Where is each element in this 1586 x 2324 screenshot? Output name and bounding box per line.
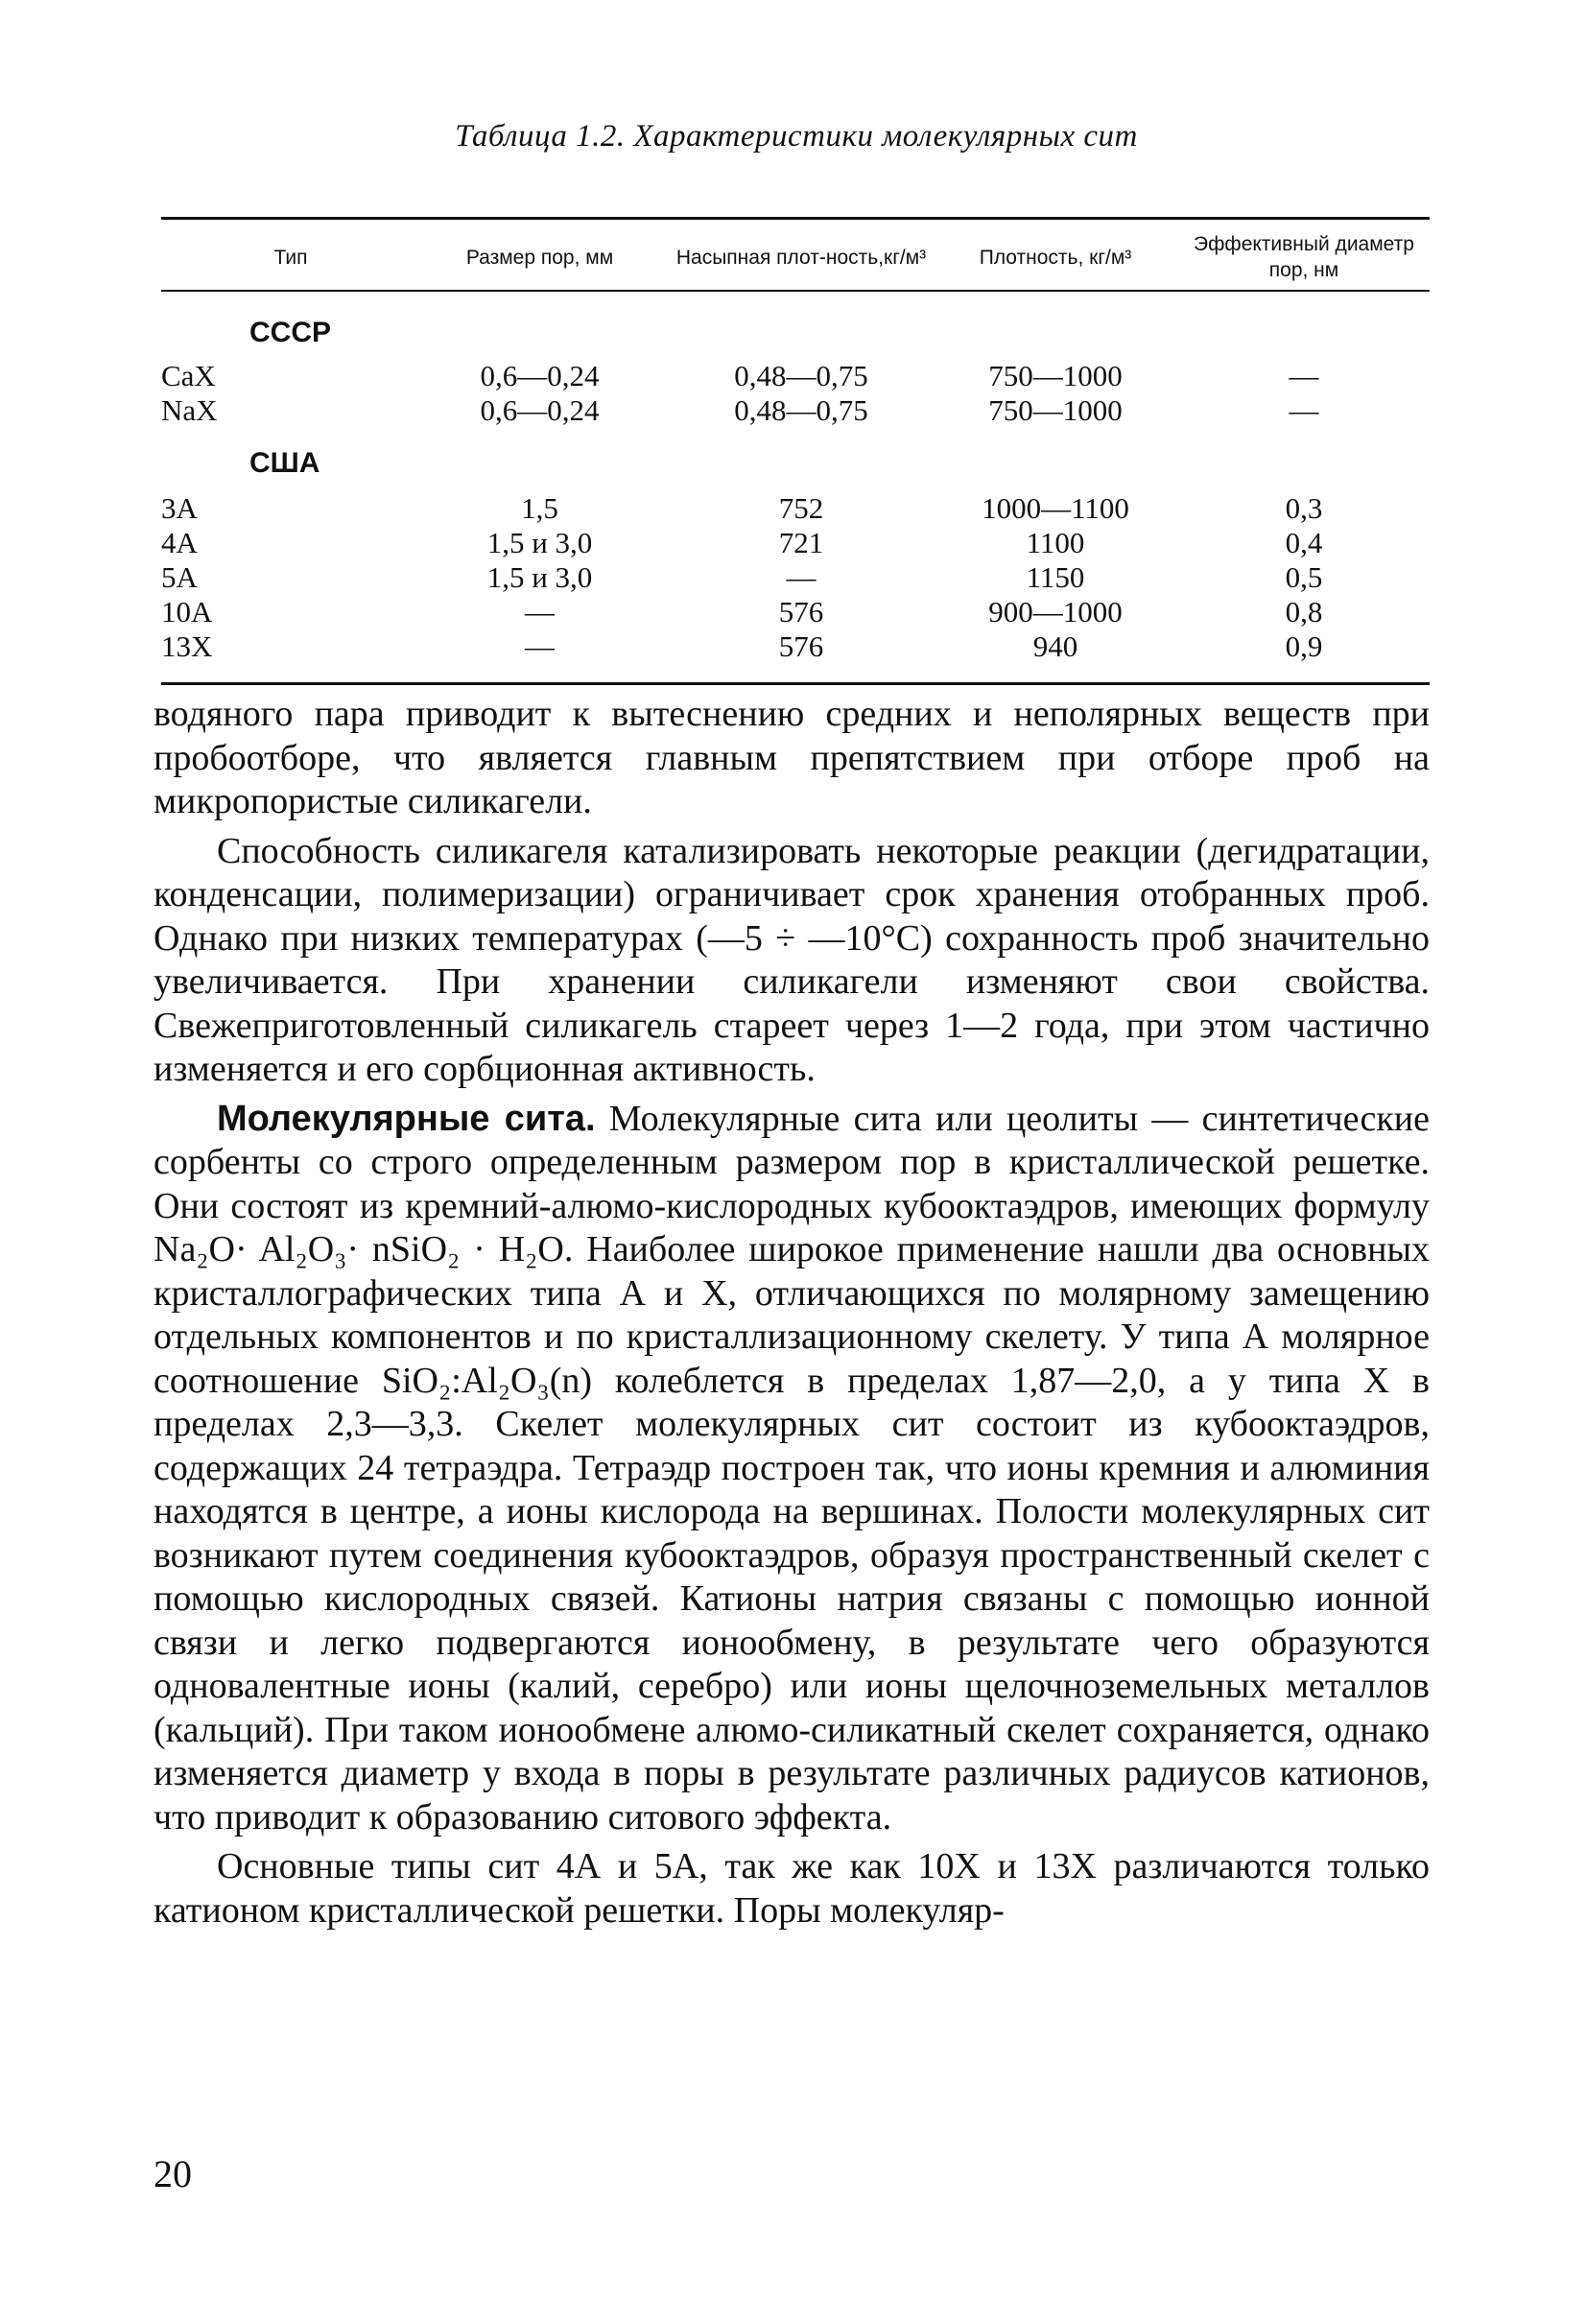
cell-density: 1100: [1026, 526, 1085, 559]
table-row: [161, 595, 1430, 629]
cell-bulk-density: 576: [778, 629, 824, 663]
table-row: [161, 359, 1430, 393]
table-caption: Таблица 1.2. Характеристики молекулярных сит: [455, 119, 1138, 154]
paragraph-silica-gel: Способность силикагеля катализировать некоторые реакции (дегидратации, конденсации, полимеризации) ограничивает срок хранения отобранных проб. Однако при низких температурах (—5 ÷ —10°С) сохранность проб значительно увеличивается. При хранении силикагели изменяют свои свойства. Свежеприготовленный силикагель стареет через 1—2 года, при этом частично изменяется и его сорбционная активность.: [154, 830, 1430, 1089]
cell-bulk-density: 0,48—0,75: [734, 359, 868, 392]
table-row: [161, 491, 1430, 526]
cell-bulk-density: 576: [778, 595, 824, 628]
cell-pore-size: 1,5 и 3,0: [486, 526, 593, 559]
cell-type: 5A: [161, 560, 198, 594]
cell-density: 900—1000: [988, 595, 1123, 628]
paragraph-continuation: водяного пара приводит к вытеснению средних и неполярных веществ при пробоотборе, что является главным препятствием при отборе проб на микропористые силикагели.: [154, 694, 1430, 821]
table-top-rule: [161, 217, 1430, 220]
header-bulk-density: Насыпная плот-ность,кг/м³: [675, 246, 927, 269]
header-effective-diameter: Эффективный диаметр пор, нм: [1194, 233, 1414, 281]
page-number: 20: [154, 2152, 192, 2195]
cell-bulk-density: 752: [778, 491, 824, 525]
cell-density: 940: [1032, 629, 1078, 663]
cell-effective-diameter: 0,4: [1285, 526, 1323, 559]
header-pore-size: Размер пор, мм: [465, 246, 614, 269]
table-row: [161, 560, 1430, 595]
cell-type: CaX: [161, 359, 216, 392]
cell-density: 1000—1100: [982, 491, 1129, 525]
cell-pore-size: 1,5: [521, 491, 558, 525]
cell-type: 13X: [161, 629, 213, 663]
cell-pore-size: 0,6—0,24: [480, 359, 600, 392]
paragraph-sieve-types: Основные типы сит 4А и 5А, так же как 10Х и 13Х различаются только катионом кристаллической решетки. Поры молекуляр-: [154, 1846, 1430, 1931]
cell-density: 750—1000: [988, 359, 1123, 392]
cell-density: 750—1000: [988, 393, 1123, 427]
cell-effective-diameter: —: [1289, 393, 1319, 427]
section-heading: Молекулярные сита.: [217, 1098, 596, 1139]
table-header-rule: [161, 290, 1430, 292]
group-label-usa: США: [249, 447, 320, 479]
table-bottom-rule: [161, 682, 1430, 685]
cell-type: NaX: [161, 393, 218, 427]
cell-bulk-density: 721: [778, 526, 824, 559]
cell-effective-diameter: 0,9: [1285, 629, 1323, 663]
body-text: [154, 693, 1430, 1933]
cell-effective-diameter: 0,5: [1285, 560, 1323, 594]
cell-bulk-density: 0,48—0,75: [734, 393, 868, 427]
cell-density: 1150: [1026, 560, 1085, 594]
paragraph-molecular-sieves-text: Молекулярные сита или цеолиты — синтетические сорбенты со строго определенным размером пор в кристаллической решетке. Они состоят из кремний-алюмо-кислородных кубооктаэдров, имеющих формулу Na₂O· Al₂O₃· nSiO₂ · H₂O. Наиболее широкое применение нашли два основных кристаллографических типа А и Х, отличающихся по молярному замещению отдельных компонентов и по кристаллизационному скелету. У типа А молярное соотношение SiO₂:Al₂O₃(n) колеблется в пределах 1,87—2,0, а у типа Х в пределах 2,3—3,3. Скелет молекулярных сит состоит из кубооктаэдров, содержащих 24 тетраэдра. Тетраэдр построен так, что ионы кремния и алюминия находятся в центре, а ионы кислорода на вершинах. Полости молекулярных сит возникают путем соединения кубооктаэдров, образуя пространственный скелет с помощью кислородных связей. Катионы натрия связаны с помощью ионной связи и легко подвергаются ионообмену, в результате чего образуются одновалентные ионы (калий, серебро) или ионы щелочноземельных металлов (кальций). При таком ионообмене алюмо-силикатный скелет сохраняется, однако изменяется диаметр у входа в поры в результате различных радиусов катионов, что приводит к образованию ситового эффекта.: [154, 1098, 1431, 1838]
table-row: [161, 393, 1430, 428]
cell-type: 3A: [161, 491, 198, 525]
table-row: [161, 526, 1430, 560]
cell-effective-diameter: 0,3: [1285, 491, 1323, 525]
cell-type: 10A: [161, 595, 213, 628]
header-type: Тип: [273, 246, 308, 269]
table-row: [161, 629, 1430, 664]
cell-effective-diameter: 0,8: [1285, 595, 1323, 628]
group-label-ussr: СССР: [249, 317, 332, 348]
cell-bulk-density: —: [786, 560, 817, 594]
header-density: Плотность, кг/м³: [979, 246, 1132, 269]
cell-pore-size: 0,6—0,24: [480, 393, 600, 427]
cell-effective-diameter: —: [1289, 359, 1319, 392]
cell-pore-size: —: [525, 595, 555, 628]
cell-pore-size: 1,5 и 3,0: [486, 560, 593, 594]
cell-pore-size: —: [525, 629, 555, 663]
paragraph-molecular-sieves: [154, 1098, 1430, 1840]
cell-type: 4A: [161, 526, 198, 559]
